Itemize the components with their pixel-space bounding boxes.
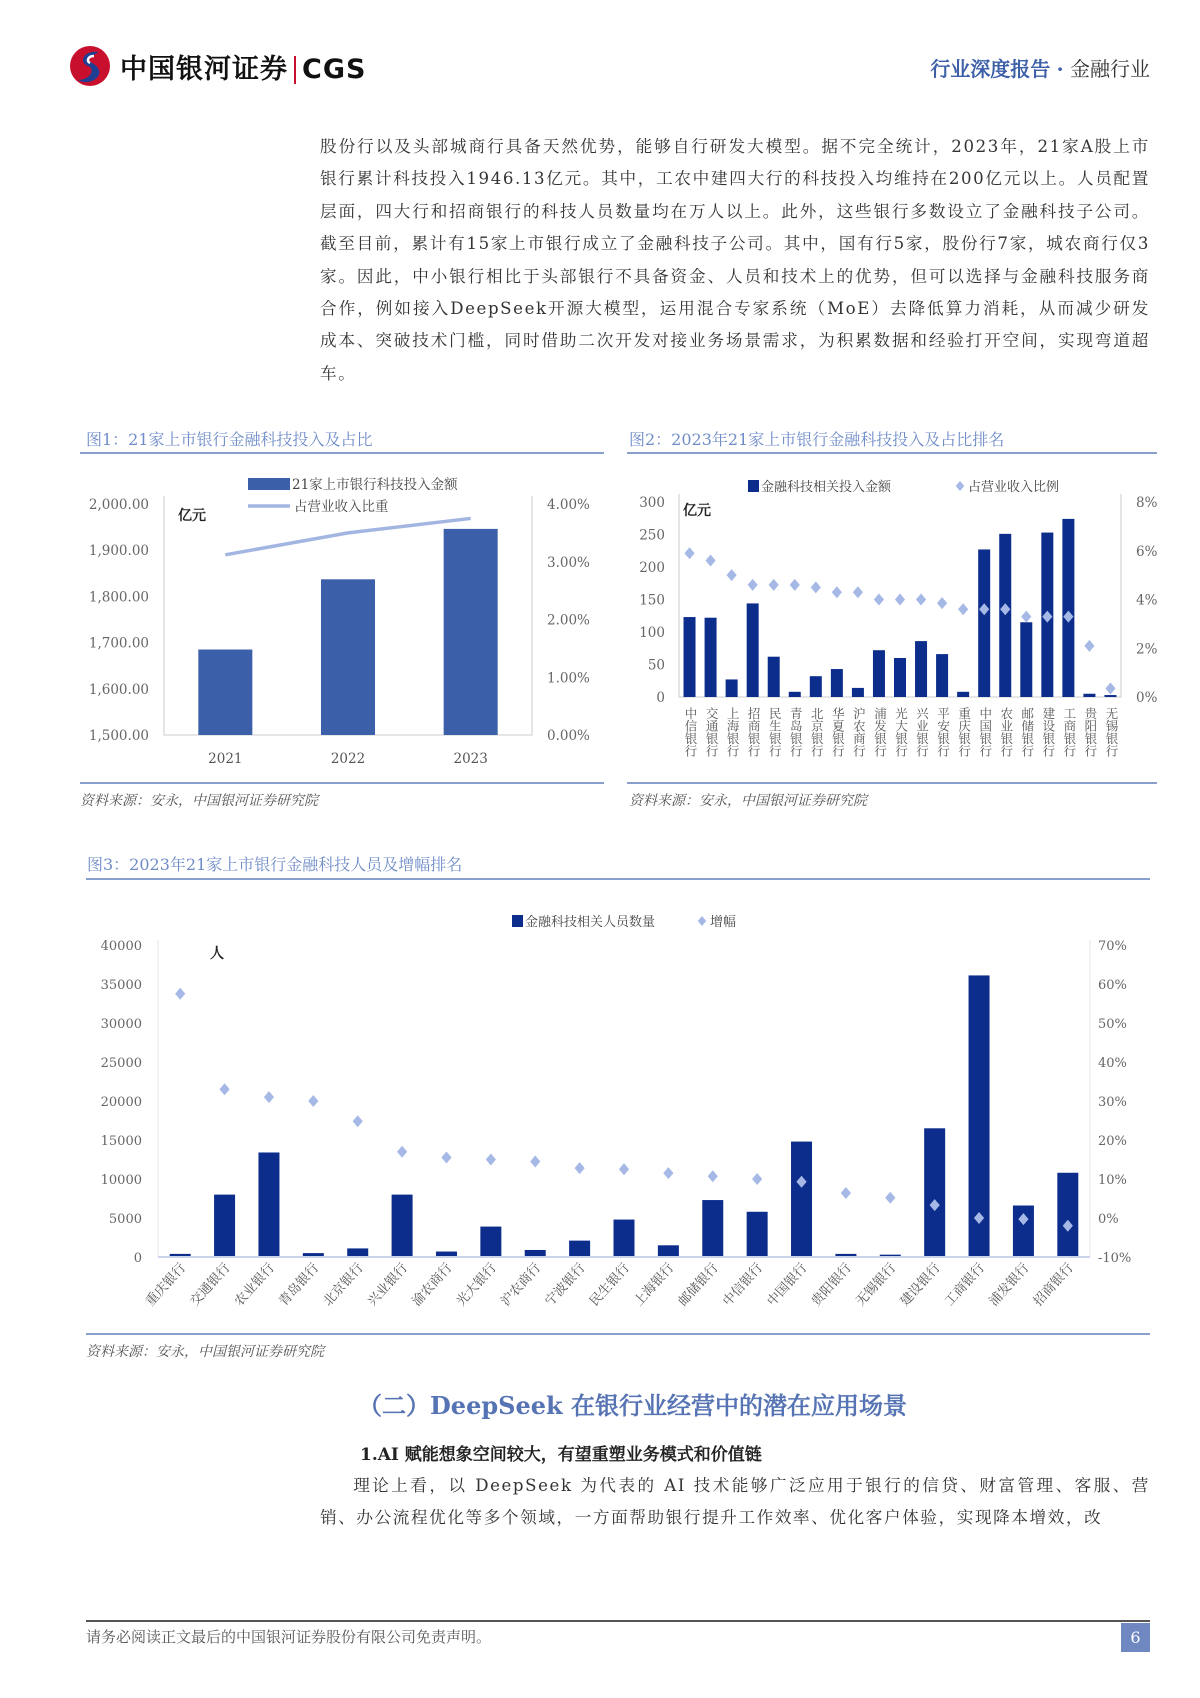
x-tick-label: 上海银行: [631, 1260, 678, 1310]
y-tick-label: 1,600.00: [88, 681, 149, 698]
x-tick-label: 中信银行: [720, 1260, 767, 1310]
diamond-marker: [1021, 611, 1031, 623]
company-logo: [68, 44, 366, 88]
y2-tick-label: 6%: [1136, 543, 1158, 560]
x-tick-label: 建设银行: [1040, 707, 1056, 757]
diamond-marker: [979, 603, 989, 615]
legend-bar-swatch: [248, 478, 290, 490]
y2-tick-label: 20%: [1098, 1134, 1127, 1149]
y-tick-label: 35000: [100, 978, 142, 993]
x-tick-label: 招商银行: [746, 707, 762, 757]
industry-label: 金融行业: [1070, 57, 1150, 81]
diamond-marker: [1063, 1220, 1073, 1232]
x-tick-label: 无锡银行: [853, 1260, 900, 1310]
diamond-marker: [885, 1192, 895, 1204]
bar: [791, 1142, 812, 1257]
bar: [852, 688, 864, 697]
diamond-marker: [796, 1176, 806, 1188]
logo-divider: [294, 56, 296, 84]
y2-tick-label: 2%: [1136, 641, 1158, 658]
bar: [915, 641, 927, 697]
y2-tick-label: 60%: [1098, 978, 1127, 993]
x-tick-label: 青岛银行: [788, 707, 804, 757]
y2-tick-label: 40%: [1098, 1056, 1127, 1071]
y2-tick-label: -10%: [1098, 1251, 1132, 1266]
bar: [347, 1248, 368, 1257]
bar: [726, 679, 738, 697]
x-tick-label: 中国银行: [977, 707, 993, 757]
x-tick-label: 平安银行: [935, 707, 951, 757]
bar: [198, 650, 252, 735]
bar: [525, 1250, 546, 1257]
y-tick-label: 150: [639, 592, 665, 609]
diamond-marker: [1063, 611, 1073, 623]
diamond-marker: [708, 1170, 718, 1182]
legend-label: 占营业收入比例: [968, 480, 1060, 495]
diamond-marker: [874, 594, 884, 606]
footer-disclaimer: 请务必阅读正文最后的中国银河证券股份有限公司免责声明。: [86, 1628, 492, 1646]
bar: [768, 657, 780, 697]
figure3-source: 资料来源：安永，中国银河证券研究院: [86, 1344, 324, 1360]
y2-tick-label: 2.00%: [547, 612, 590, 629]
bar: [894, 658, 906, 697]
bar: [436, 1252, 457, 1257]
x-tick-label: 邮储银行: [675, 1260, 722, 1310]
y2-tick-label: 4%: [1136, 592, 1158, 609]
bar: [936, 654, 948, 697]
figure1-bottom-rule: [80, 782, 604, 784]
diamond-marker: [916, 594, 926, 606]
section-paragraph: 理论上看，以 DeepSeek 为代表的 AI 技术能够广泛应用于银行的信贷、财富管理、客服、营销、办公流程优化等多个领域，一方面帮助银行提升工作效率、优化客户体验，实现降本增效，改: [320, 1476, 1150, 1528]
y-tick-label: 200: [639, 560, 665, 576]
y-tick-label: 250: [639, 527, 665, 544]
bar: [303, 1253, 324, 1257]
diamond-marker: [619, 1163, 629, 1175]
x-tick-label: 渝农商行: [409, 1260, 456, 1310]
bar: [214, 1195, 235, 1257]
diamond-marker: [308, 1095, 318, 1107]
diamond-marker: [811, 581, 821, 593]
x-tick-label: 2023: [453, 751, 488, 767]
diamond-marker: [930, 1199, 940, 1211]
x-tick-label: 兴业银行: [365, 1260, 412, 1310]
diamond-marker: [219, 1083, 229, 1095]
diamond-marker: [1018, 1213, 1028, 1225]
x-tick-label: 中信银行: [683, 707, 699, 757]
bar: [321, 579, 375, 735]
legend-bar-swatch: [512, 915, 523, 927]
y-tick-label: 15000: [100, 1134, 142, 1149]
diamond-marker: [748, 579, 758, 591]
header-separator: ·: [1056, 57, 1064, 81]
logo-cn: 中国银河证券: [120, 53, 288, 85]
x-tick-label: 重庆银行: [143, 1260, 190, 1310]
bar: [810, 676, 822, 697]
x-tick-label: 青岛银行: [276, 1260, 323, 1310]
figure1-top-rule: [80, 452, 604, 454]
x-tick-label: 北京银行: [809, 707, 825, 757]
y-tick-label: 20000: [100, 1095, 142, 1110]
figure3-title: 图3：2023年21家上市银行金融科技人员及增幅排名: [87, 855, 463, 874]
x-tick-label: 工商银行: [942, 1260, 989, 1310]
x-tick-label: 2022: [330, 751, 366, 767]
x-tick-label: 民生银行: [587, 1260, 633, 1310]
unit-label: 亿元: [683, 503, 711, 519]
bar: [1057, 1173, 1078, 1257]
bar: [1041, 533, 1053, 697]
bar: [569, 1241, 590, 1257]
bar: [684, 617, 696, 697]
diamond-marker: [1042, 611, 1052, 623]
y-tick-label: 1,700.00: [88, 635, 149, 652]
y-tick-label: 30000: [100, 1017, 142, 1032]
y2-tick-label: 30%: [1098, 1095, 1127, 1110]
diamond-marker: [705, 555, 715, 567]
x-tick-label: 重庆银行: [956, 707, 972, 757]
bar: [924, 1128, 945, 1257]
galaxy-logo-icon: [68, 44, 112, 88]
report-type: 行业深度报告: [930, 57, 1051, 81]
intro-paragraph: 股份行以及头部城商行具备天然优势，能够自行研发大模型。据不完全统计，2023年，21家A股上市银行累计科技投入1946.13亿元。其中，工农中建四大行的科技投入均维持在200亿元以上。人员配置层面，四大行和招商银行的科技人员数量均在万人以上。此外，这些银行多数设立了金融科技子公司。截至目前，累计有15家上市银行成立了金融科技子公司。其中，国有行5家，股份行7家，城农商行仅3家。因此，中小银行相比于头部银行不具备资金、人员和技术上的优势，但可以选择与金融科技服务商合作，例如接入DeepSeek开源大模型，运用混合专家系统（MoE）去降低算力消耗，从而减少研发成本、突破技术门槛，同时借助二次开发对接业务场景需求，为积累数据和经验打开空间，实现弯道超车。: [320, 137, 1150, 383]
x-tick-label: 浦发银行: [986, 1260, 1033, 1310]
y2-tick-label: 10%: [1098, 1173, 1127, 1188]
x-tick-label: 光大银行: [453, 1260, 500, 1310]
bar: [747, 1212, 768, 1257]
legend-label: 21家上市银行科技投入金额: [292, 477, 458, 493]
x-tick-label: 农业银行: [998, 707, 1014, 757]
x-tick-label: 交通银行: [704, 707, 720, 757]
y-tick-label: 300: [639, 495, 665, 511]
y-tick-label: 0: [133, 1251, 142, 1266]
bar: [444, 529, 498, 735]
diamond-marker: [853, 586, 863, 598]
bar: [1104, 695, 1116, 697]
bar: [258, 1152, 279, 1257]
bar: [789, 692, 801, 697]
legend-label: 占营业收入比重: [294, 499, 389, 515]
x-tick-label: 交通银行: [187, 1260, 234, 1310]
diamond-marker: [353, 1115, 363, 1127]
diamond-marker: [841, 1187, 851, 1199]
y-tick-label: 0: [656, 690, 665, 706]
y-tick-label: 40000: [100, 939, 142, 954]
diamond-marker: [575, 1162, 585, 1174]
y2-tick-label: 4.00%: [547, 497, 590, 513]
x-tick-label: 沪农商行: [498, 1260, 545, 1310]
plot-frame: [679, 494, 1121, 697]
bar: [831, 669, 843, 697]
x-tick-label: 建设银行: [897, 1260, 944, 1310]
diamond-marker: [937, 597, 947, 609]
diamond-marker: [1000, 603, 1010, 615]
x-tick-label: 无锡银行: [1103, 707, 1119, 757]
y-tick-label: 10000: [100, 1173, 142, 1188]
figure2-title: 图2：2023年21家上市银行金融科技投入及占比排名: [629, 430, 1005, 449]
bar: [1083, 694, 1095, 697]
diamond-marker: [175, 988, 185, 1000]
subsection-heading: 1.AI 赋能想象空间较大，有望重塑业务模式和价值链: [360, 1445, 762, 1465]
y2-tick-label: 0.00%: [547, 728, 590, 744]
bar: [658, 1245, 679, 1257]
figure2-bottom-rule: [627, 782, 1157, 784]
footer-rule: [86, 1620, 1150, 1622]
bar: [873, 650, 885, 697]
legend-label: 金融科技相关投入金额: [761, 480, 892, 495]
x-tick-label: 招商银行: [1030, 1260, 1077, 1310]
y-tick-label: 100: [639, 625, 665, 641]
bar: [969, 975, 990, 1257]
legend-diamond-swatch: [956, 481, 965, 491]
bar: [747, 603, 759, 697]
y-tick-label: 1,900.00: [88, 543, 149, 560]
figure1-source: 资料来源：安永，中国银河证券研究院: [80, 793, 318, 809]
y2-tick-label: 0%: [1098, 1212, 1119, 1227]
y-tick-label: 2,000.00: [88, 497, 149, 513]
ratio-line: [225, 518, 470, 554]
x-tick-label: 民生银行: [767, 707, 783, 757]
x-tick-label: 光大银行: [893, 707, 909, 757]
diamond-marker: [1084, 640, 1094, 652]
x-tick-label: 北京银行: [320, 1260, 367, 1310]
bar: [614, 1220, 635, 1257]
diamond-marker: [1105, 682, 1115, 694]
logo-text: [120, 47, 366, 86]
bar: [392, 1195, 413, 1257]
bar: [1020, 622, 1032, 697]
x-tick-label: 贵阳银行: [1082, 707, 1098, 757]
bar: [835, 1254, 856, 1257]
diamond-marker: [790, 579, 800, 591]
y2-tick-label: 70%: [1098, 939, 1127, 954]
diamond-marker: [441, 1152, 451, 1164]
y2-tick-label: 50%: [1098, 1017, 1127, 1032]
bar: [170, 1254, 191, 1257]
y-tick-label: 50: [647, 657, 665, 674]
diamond-marker: [832, 586, 842, 598]
legend-label: 金融科技相关人员数量: [525, 915, 656, 930]
report-category: [930, 53, 1150, 82]
diamond-marker: [530, 1155, 540, 1167]
diamond-marker: [974, 1212, 984, 1224]
diamond-marker: [684, 547, 694, 559]
y2-tick-label: 0%: [1136, 690, 1158, 706]
diamond-marker: [397, 1146, 407, 1158]
x-tick-label: 贵阳银行: [808, 1260, 855, 1310]
y2-tick-label: 3.00%: [547, 554, 590, 571]
y-tick-label: 1,500.00: [88, 728, 149, 744]
y-tick-label: 5000: [108, 1212, 142, 1227]
bar: [705, 618, 717, 697]
figure3-top-rule: [86, 878, 1150, 880]
diamond-marker: [264, 1091, 274, 1103]
figure1-title: 图1：21家上市银行金融科技投入及占比: [86, 430, 373, 449]
x-tick-label: 浦发银行: [872, 707, 888, 757]
y-tick-label: 25000: [100, 1056, 142, 1071]
y-tick-label: 1,800.00: [88, 589, 149, 606]
legend-label: 增幅: [710, 915, 737, 930]
bar: [999, 534, 1011, 697]
x-tick-label: 工商银行: [1061, 707, 1077, 757]
bar: [480, 1227, 501, 1257]
plot-frame: [164, 496, 532, 735]
x-tick-label: 宁波银行: [542, 1260, 589, 1310]
diamond-marker: [958, 603, 968, 615]
diamond-marker: [752, 1173, 762, 1185]
legend-bar-swatch: [748, 480, 759, 492]
x-tick-label: 沪农商行: [851, 707, 867, 757]
x-tick-label: 2021: [208, 751, 243, 767]
x-tick-label: 农业银行: [231, 1260, 278, 1310]
bar: [978, 549, 990, 697]
y2-tick-label: 1.00%: [547, 670, 590, 687]
x-tick-label: 华夏银行: [830, 707, 846, 757]
x-tick-label: 中国银行: [764, 1260, 811, 1310]
bar: [1062, 519, 1074, 697]
x-tick-label: 邮储银行: [1019, 707, 1035, 757]
section-heading: （二）DeepSeek 在银行业经营中的潜在应用场景: [358, 1391, 907, 1420]
figure2-top-rule: [627, 452, 1157, 454]
diamond-marker: [727, 569, 737, 581]
bar: [702, 1200, 723, 1257]
logo-en: CGS: [302, 53, 367, 85]
x-tick-label: 上海银行: [725, 707, 741, 757]
y2-tick-label: 8%: [1136, 495, 1158, 511]
bar: [1013, 1206, 1034, 1257]
diamond-marker: [895, 594, 905, 606]
unit-label: 人: [210, 946, 224, 962]
figure3-bottom-rule: [86, 1333, 1150, 1335]
diamond-marker: [486, 1154, 496, 1166]
x-tick-label: 兴业银行: [914, 707, 930, 757]
unit-label: 亿元: [178, 508, 206, 524]
diamond-marker: [663, 1167, 673, 1179]
bar: [957, 692, 969, 697]
legend-diamond-swatch: [698, 916, 707, 926]
page-number: 6: [1121, 1623, 1150, 1652]
figure2-source: 资料来源：安永，中国银河证券研究院: [629, 793, 867, 809]
diamond-marker: [769, 579, 779, 591]
bar: [880, 1255, 901, 1257]
